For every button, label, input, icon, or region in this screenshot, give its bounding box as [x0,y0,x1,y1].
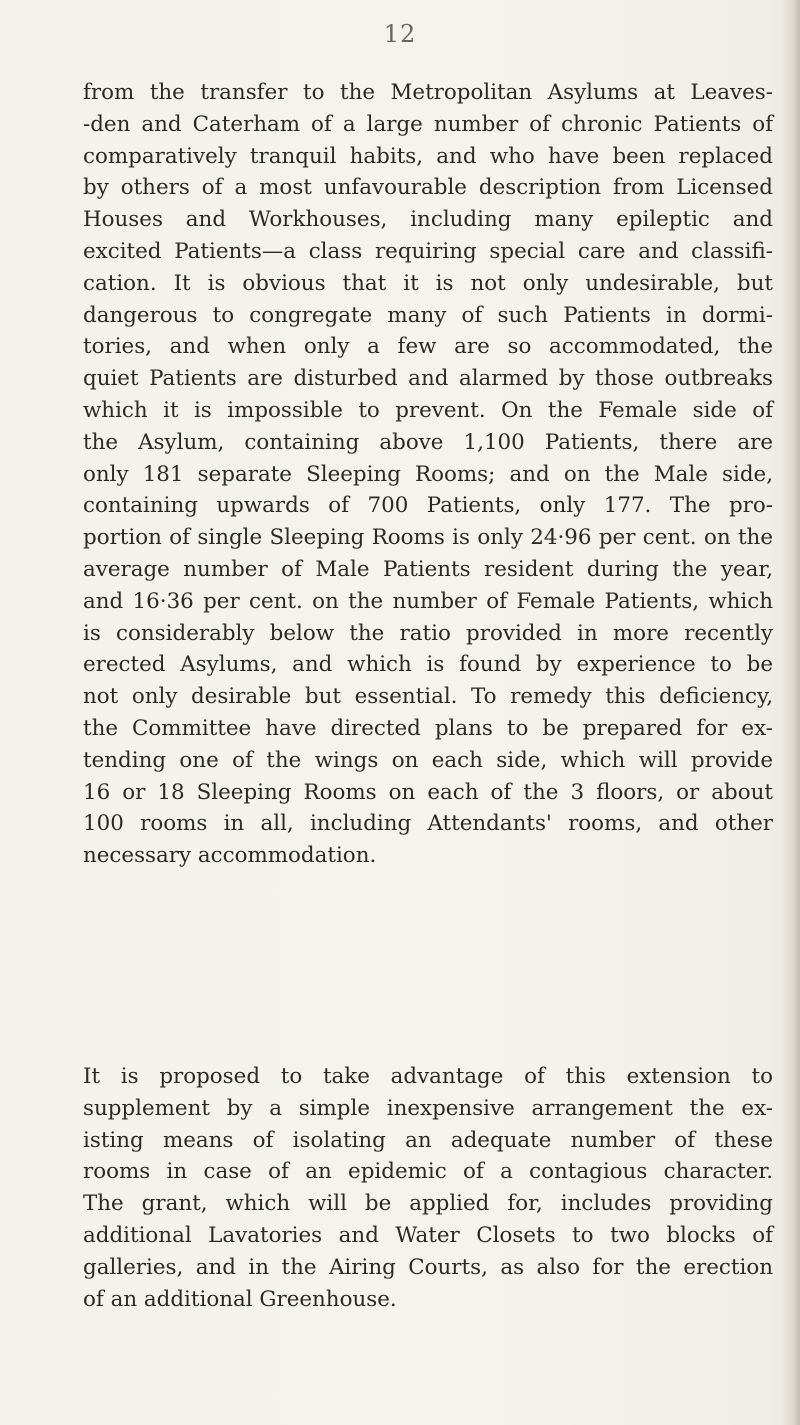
text-line: average number of Male Patients resident during the year, [83,556,773,582]
text-line: portion of single Sleeping Rooms is only 24·96 per cent. on the [83,525,773,551]
page-edge-shadow [782,0,800,1425]
paragraph-1 [83,77,773,872]
text-line: rooms in case of an epidemic of a contagious character. [83,1159,773,1185]
text-line: 16 or 18 Sleeping Rooms on each of the 3 floors, or about [83,779,773,805]
text-line: The grant, which will be applied for, includes providing [83,1191,773,1217]
text-line: isting means of isolating an adequate number of these [83,1127,773,1153]
text-line: quiet Patients are disturbed and alarmed by those outbreaks [83,366,773,392]
text-line: not only desirable but essential. To remedy this deficiency, [83,684,773,710]
text-line: galleries, and in the Airing Courts, as also for the erection [83,1254,773,1280]
text-line: of an additional Greenhouse. [83,1286,397,1312]
text-line: supplement by a simple inexpensive arrangement the ex- [83,1095,773,1121]
paragraph-2 [83,1061,773,1315]
text-line: and 16·36 per cent. on the number of Female Patients, which [83,588,773,614]
text-line: containing upwards of 700 Patients, only 177. The pro- [83,493,773,519]
text-line: dangerous to congregate many of such Patients in dormi- [83,302,773,328]
text-line: by others of a most unfavourable description from Licensed [83,175,773,201]
text-line: the Committee have directed plans to be prepared for ex- [83,715,773,741]
page-number: 12 [383,20,417,48]
text-line: cation. It is obvious that it is not only undesirable, but [83,270,773,296]
text-line: which it is impossible to prevent. On the Female side of [83,397,773,423]
text-line: only 181 separate Sleeping Rooms; and on the Male side, [83,461,773,487]
text-line: necessary accommodation. [83,843,377,869]
text-line: Houses and Workhouses, including many epileptic and [83,207,773,233]
text-line: additional Lavatories and Water Closets to two blocks of [83,1222,773,1248]
text-line: is considerably below the ratio provided in more recently [83,620,773,646]
text-line: tories, and when only a few are so accommodated, the [83,334,773,360]
text-line: comparatively tranquil habits, and who have been replaced [83,143,773,169]
text-line: erected Asylums, and which is found by experience to be [83,652,773,678]
text-line: It is proposed to take advantage of this extension to [83,1064,773,1089]
text-line: excited Patients—a class requiring special care and classifi- [83,238,773,264]
text-line: -den and Caterham of a large number of chronic Patients of [83,111,773,137]
text-line: from the transfer to the Metropolitan Asylums at Leaves- [83,80,773,105]
text-line: the Asylum, containing above 1,100 Patients, there are [83,429,773,455]
text-line: 100 rooms in all, including Attendants' rooms, and other [83,811,773,837]
text-line: tending one of the wings on each side, which will provide [83,747,773,773]
